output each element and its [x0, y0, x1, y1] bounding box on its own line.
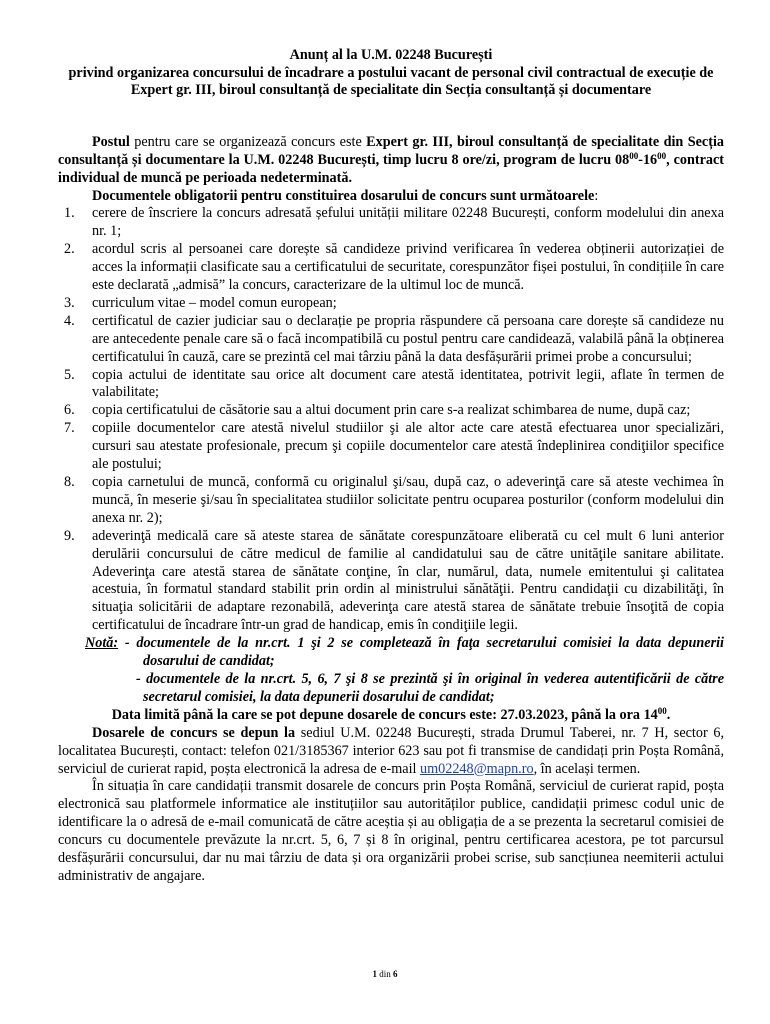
- docs-heading: [58, 188, 724, 206]
- item-number: 9.: [64, 527, 75, 544]
- announcement-title: [58, 47, 724, 100]
- submission-lead: Dosarele de concurs se depun la: [92, 724, 296, 741]
- list-item: [58, 420, 724, 474]
- item-text: copiile documentelor care atestă nivelul studiilor şi ale altor acte care atestă efectuarea unor specializări, cursuri sau atestate profesionale, precum şi copiile documentelor care atestă îndeplinirea condiţiilor specifice ale postului;: [92, 420, 724, 473]
- item-text: acordul scris al persoanei care dorește să candideze privind verificarea în vederea obținerii autorizației de acces la informații clasificate sau a certificatului de securitate, corespunzător fișei postului, în condițiile în care este declarată „admisă” la concurs, caracterizare de la ultimul loc de muncă.: [92, 241, 724, 294]
- note-item-1: - documentele de la nr.crt. 1 şi 2 se completează în faţa secretarului comisiei la data depunerii dosarului de candidat;: [118, 635, 724, 670]
- item-number: 8.: [64, 474, 75, 490]
- list-item: [58, 295, 724, 313]
- item-text: copia carnetului de muncă, conformă cu originalul şi/sau, după caz, o adeverinţă care să ateste vechimea în muncă, în meserie şi/sau în specialitatea studiilor solicitate pentru ocuparea posturilor (conform modelului din anexa nr. 2);: [92, 474, 724, 526]
- intro-dash: -16: [638, 151, 658, 168]
- item-number: 7.: [64, 420, 75, 437]
- list-item: [58, 474, 724, 528]
- docs-heading-colon: :: [594, 187, 599, 204]
- docs-heading-text: Documentele obligatorii pentru constituirea dosarului de concurs sunt următoarele: [92, 187, 595, 204]
- item-number: 3.: [64, 294, 75, 311]
- submission-tail: , în același termen.: [533, 760, 641, 777]
- deadline-paragraph: [58, 707, 724, 725]
- intro-lead: Postul: [92, 133, 130, 150]
- item-text: curriculum vitae – model comun european;: [92, 294, 337, 311]
- list-item: [58, 528, 724, 635]
- item-number: 4.: [64, 312, 75, 329]
- documents-list: [58, 205, 724, 635]
- intro-sup-2: 00: [657, 150, 667, 161]
- intro-paragraph: [58, 134, 724, 188]
- note-block: [58, 635, 724, 707]
- page-footer: [0, 969, 770, 979]
- submission-paragraph: [58, 725, 724, 779]
- intro-tail: , contract individual de muncă pe perioada nedeterminată.: [58, 151, 724, 186]
- list-item: [58, 313, 724, 367]
- footer-din: din: [376, 969, 393, 979]
- item-text: copia actului de identitate sau orice alt document care atestă identitatea, potrivit legii, aflate în termen de valabilitate;: [92, 366, 724, 401]
- document-page: [58, 47, 724, 886]
- list-item: [58, 367, 724, 403]
- submission-text: sediul U.M. 02248 București, strada Drumul Taberei, nr. 7 H, sector 6, localitatea București, contact: telefon 021/3185367 interior 623 sau pot fi transmise de candidați prin Poșta Română, serviciul de curierat rapid, poșta electronică la adresa de e-mail: [58, 724, 724, 777]
- list-item: [58, 205, 724, 241]
- list-item: [58, 241, 724, 295]
- footer-page-number: 1: [372, 969, 377, 979]
- deadline-end: .: [666, 706, 671, 723]
- item-number: 1.: [64, 205, 75, 222]
- note-label: Notă:: [85, 635, 119, 652]
- list-item: [58, 402, 724, 420]
- item-text: copia certificatului de căsătorie sau a altui document prin care s-a realizat schimbarea de nume, după caz;: [92, 402, 691, 419]
- email-link[interactable]: um02248@mapn.ro: [420, 760, 534, 777]
- footer-page-total: 6: [393, 969, 398, 979]
- item-text: cerere de înscriere la concurs adresată șefului unității militare 02248 București, conform modelului din anexa nr. 1;: [92, 205, 724, 240]
- item-text: adeverinţă medicală care să ateste starea de sănătate corespunzătoare eliberată cu cel mult 6 luni anterior derulării concursului de către medicul de familie al candidatului sau de către unităţile sanitare abilitate. Adeverinţa care atestă starea de sănătate conţine, în clar, numărul, data, numele emitentului şi calitatea acestuia, în formatul standard stabilit prin ordin al ministrului sănătăţii. Pentru candidaţii cu dizabilităţi, în situaţia solicitării de adaptare rezonabilă, adeverinţa care atestă starea de sănătate trebuie însoţită de copia certificatului de încadrare într-un grad de handicap, emis în condiţiile legii.: [92, 527, 724, 634]
- title-line-1: Anunț al la U.M. 02248 București: [289, 47, 493, 63]
- intro-post: Expert gr. III, biroul consultanță de specialitate din Secția consultanță și documentare la U.M. 02248 București, timp lucru 8 ore/zi, program de lucru 08: [58, 133, 724, 168]
- note-line-2: - documentele de la nr.crt. 5, 6, 7 şi 8 se prezintă şi în original în vederea autentificării de către secretarul comisiei, la data depunerii dosarului de candidat;: [136, 670, 724, 705]
- item-number: 2.: [64, 241, 75, 258]
- deadline-sup: 00: [657, 705, 667, 716]
- item-text: certificatul de cazier judiciar sau o declarație pe propria răspundere că persoana care dorește să candideze nu are antecedente penale care să o facă incompatibilă cu postul pentru care candidează, valabilă până la obținerea certificatului în cauză, care se prezintă cel mai târziu până la data desfășurării primei probe a concursului;: [92, 312, 724, 365]
- title-line-2: privind organizarea concursului de încadrare a postului vacant de personal civil contractual de execuție de Expert gr. III, biroul consultanță de specialitate din Secția consultanță și documentare: [68, 64, 714, 99]
- note-line-1: [58, 635, 724, 671]
- item-number: 6.: [64, 402, 75, 419]
- deadline-text: Data limită până la care se pot depune dosarele de concurs este: 27.03.2023, până la ora 14: [111, 706, 658, 723]
- item-number: 5.: [64, 366, 75, 383]
- situation-paragraph: În situația în care candidații transmit dosarele de concurs prin Poșta Română, serviciul de curierat rapid, poșta electronică sau platformele informatice ale instituțiilor sau autorităților publice, candidații primesc codul unic de identificare la o adresă de e-mail comunicată de către aceștia și au obligația de a se prezenta la secretarul comisiei de concurs cu documentele prevăzute la nr.crt. 5, 6, 7 și 8 în original, pentru certificarea acestora, pe tot parcursul desfășurării concursului, dar nu mai târziu de data și ora organizării probei scrise, sub sancțiunea neemiterii actului administrativ de angajare.: [58, 778, 724, 884]
- intro-sup-1: 00: [629, 150, 639, 161]
- intro-text: pentru care se organizează concurs este: [129, 133, 367, 150]
